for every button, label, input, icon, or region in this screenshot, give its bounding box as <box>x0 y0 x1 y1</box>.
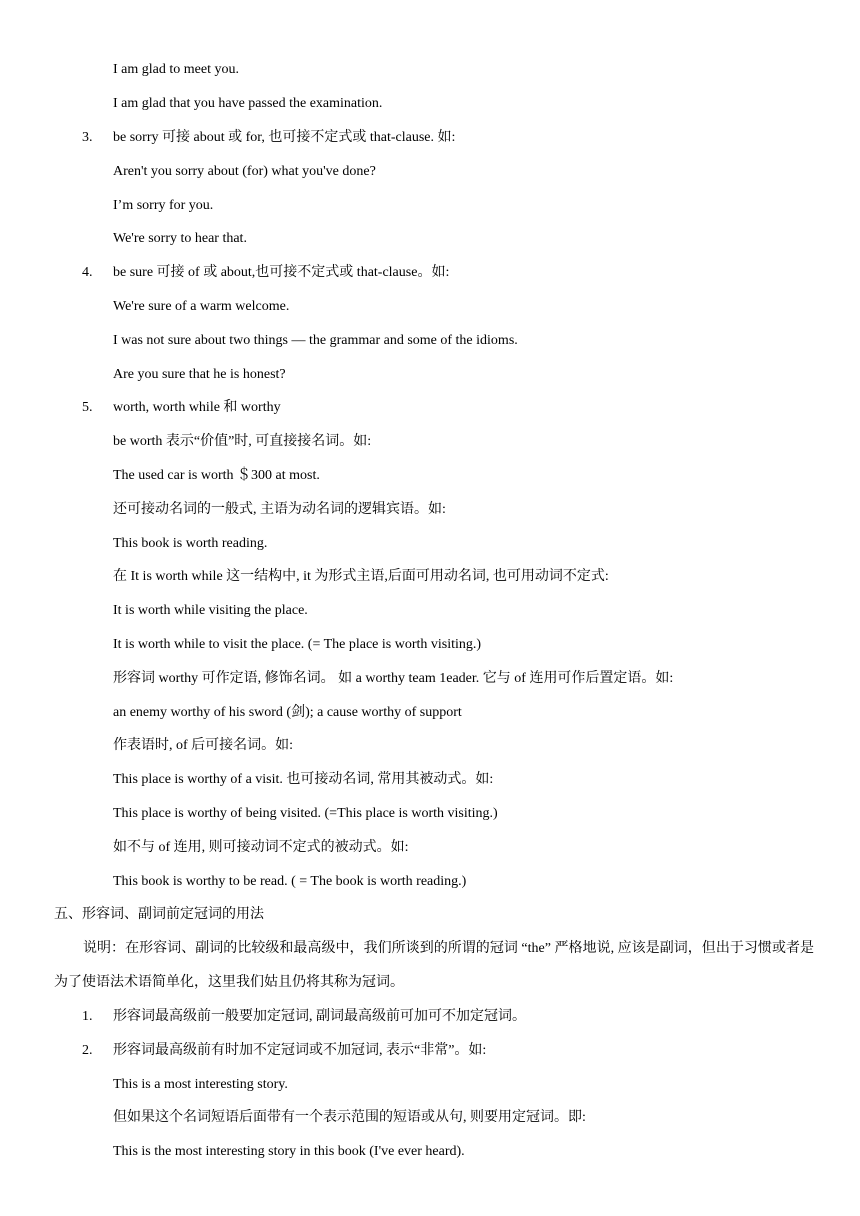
example-sentence: This is a most interesting story. <box>113 1077 288 1092</box>
rule-text: 但如果这个名词短语后面带有一个表示范围的短语或从句, 则要用定冠词。即: <box>113 1110 586 1125</box>
rule-text: 在 It is worth while 这一结构中, it 为形式主语,后面可用动名词, 也可用动词不定式: <box>113 569 609 584</box>
example-sentence: It is worth while visiting the place. <box>113 603 308 618</box>
rule-text: be worth 表示“价值”时, 可直接接名词。如: <box>113 434 372 449</box>
example-sentence: I am glad to meet you. <box>113 62 239 77</box>
example-sentence: This book is worth reading. <box>113 536 268 551</box>
item-number: 4. <box>82 265 93 280</box>
example-sentence: I was not sure about two things — the grammar and some of the idioms. <box>113 333 518 348</box>
rule-text: 作表语时, of 后可接名词。如: <box>113 738 294 753</box>
rule-text: be sorry 可接 about 或 for, 也可接不定式或 that-clause. 如: <box>113 130 456 145</box>
example-sentence: This is the most interesting story in this book (I've ever heard). <box>113 1144 465 1159</box>
example-sentence: Are you sure that he is honest? <box>113 367 286 382</box>
example-sentence: I’m sorry for you. <box>113 198 214 213</box>
item-number: 2. <box>82 1043 93 1058</box>
section-note: 说明：在形容词、副词的比较级和最高级中，我们所谈到的所谓的冠词 “the” 严格地说, 应该是副词，但出于习惯或者是为了使语法术语简单化，这里我们姑且仍将其称为冠词。 <box>54 941 814 990</box>
rule-text: be sure 可接 of 或 about,也可接不定式或 that-clause。如: <box>113 265 450 280</box>
example-sentence: Aren't you sorry about (for) what you've done? <box>113 164 376 179</box>
example-sentence: We're sorry to hear that. <box>113 231 247 246</box>
example-sentence: I am glad that you have passed the examination. <box>113 96 383 111</box>
rule-text: 形容词最高级前有时加不定冠词或不加冠词, 表示“非常”。如: <box>113 1043 487 1058</box>
rule-text: worth, worth while 和 worthy <box>113 400 281 415</box>
example-sentence: The used car is worth ＄300 at most. <box>113 468 320 483</box>
rule-text: 还可接动名词的一般式, 主语为动名词的逻辑宾语。如: <box>113 502 446 517</box>
rule-text: 形容词 worthy 可作定语, 修饰名词。 如 a worthy team 1eader. 它与 of 连用可作后置定语。如: <box>113 671 674 686</box>
item-number: 3. <box>82 130 93 145</box>
example-sentence: We're sure of a warm welcome. <box>113 299 290 314</box>
example-sentence: an enemy worthy of his sword (剑); a cause worthy of support <box>113 705 462 720</box>
item-number: 5. <box>82 400 93 415</box>
example-sentence: This book is worthy to be read. ( = The book is worth reading.) <box>113 874 467 889</box>
section-title: 五、形容词、副词前定冠词的用法 <box>54 907 264 922</box>
example-sentence: This place is worthy of being visited. (=This place is worth visiting.) <box>113 806 498 821</box>
item-number: 1. <box>82 1009 93 1024</box>
example-sentence: This place is worthy of a visit. 也可接动名词, 常用其被动式。如: <box>113 772 494 787</box>
rule-text: 如不与 of 连用, 则可接动词不定式的被动式。如: <box>113 840 409 855</box>
rule-text: 形容词最高级前一般要加定冠词, 副词最高级前可加可不加定冠词。 <box>113 1009 526 1024</box>
example-sentence: It is worth while to visit the place. (= The place is worth visiting.) <box>113 637 482 652</box>
